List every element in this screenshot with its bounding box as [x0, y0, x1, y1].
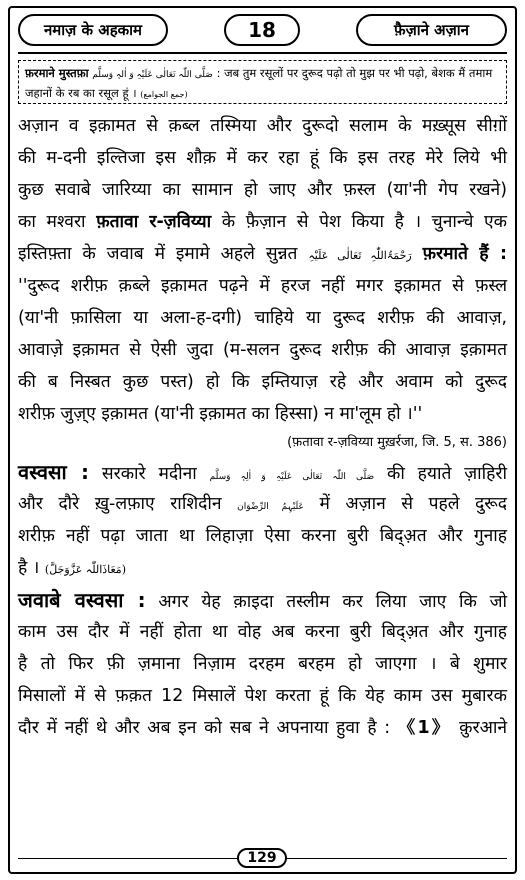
jawab-line: काम उस दौर में नहीं होता था वोह अब करना बुरी बिद्अ़त और गुनाह	[18, 622, 507, 642]
page-footer	[18, 848, 507, 868]
fatawa-title: फ़तावा र-ज़विय्या	[96, 212, 212, 232]
waswasa-heading: वस्वसा :	[18, 460, 89, 484]
salawat-text: صَلَّی اللّٰہ تَعَالٰی عَلَیْہِ وَ اٰلِہٖ وَسلَّم	[209, 472, 375, 482]
text-span: है ।	[18, 558, 40, 578]
text-line: की म-दनी इल्तिजा इस शौक़ में कर रहा हूं कि इस तरह मेरे लिये भी	[18, 148, 507, 168]
chapter-title: फ़ैज़ाने अज़ान	[356, 14, 507, 46]
text-span: का मश्वरा	[18, 212, 86, 232]
text-line: कुछ सवाबे जारिय्या का सामान हो जाए और फ़स्ल (या'नी गेप रखने)	[18, 180, 507, 200]
fatwa-line: की ब निस्बत कुछ पस्त) हो कि इम्तियाज़ रहे और अवाम को दुरूद	[18, 372, 507, 392]
text-line: अज़ान व इक़ामत से क़ब्ल तस्मिया और दुरूदो सलाम के मख़्सूस सीग़ों	[18, 116, 507, 136]
page-header	[18, 14, 507, 50]
hadith-box	[18, 60, 507, 104]
chapter-page-number: 18	[224, 14, 300, 46]
text-span: सरकारे मदीना	[101, 464, 197, 484]
maazallah-text: (مَعَاذَاللّٰہ عَزَّوَجَلَّ)	[44, 563, 126, 576]
waswasa-line	[18, 488, 507, 520]
book-title: नमाज़ के अहकाम	[18, 14, 168, 46]
rahmatullah-text: رَحْمَۃُاللّٰہِ تَعَالٰی عَلَیْہِ	[308, 249, 412, 262]
text-span: में अज़ान से पहले दुरूद	[319, 494, 508, 514]
text-line	[18, 238, 507, 270]
fatwa-line: ''दुरूद शरीफ़ क़ब्ले इक़ामत पढ़ने में हरज नहीं मगर इक़ामत से फ़स्ल	[18, 276, 507, 296]
hadith-source: (جمع الجوامع)	[140, 90, 188, 99]
fatwa-reference: (फ़तावा र-ज़विय्या मुख़र्रजा, जि. 5, स. 386)	[287, 435, 507, 450]
fatwa-line: आवाज़े इक़ामत से ऐसी जुदा (म-सलन दुरूद शरीफ़ की आवाज़ इक़ामत	[18, 340, 507, 360]
hadith-line-1	[25, 64, 500, 84]
fatwa-line: (या'नी फ़ासिला या अला-ह-दगी) चाहिये या दुरूद शरीफ़ की आवाज़,	[18, 308, 507, 328]
body-text	[18, 110, 507, 744]
page-number: 129	[237, 848, 287, 868]
text-span: इस्तिफ़्ता के जवाब में इमामे अहले सुन्नत	[18, 244, 298, 264]
salawat-text: صَلَّی اللّٰہ تَعَالٰی عَلَیْہِ وَ اٰلہٖ وَسلَّم	[92, 70, 213, 80]
hadith-text-2: जहानों के रब का रसूल हूं ।	[25, 86, 137, 100]
text-span: अगर येह क़ाइदा तस्लीम कर लिया जाए कि जो	[158, 592, 507, 612]
list-number: 《1》	[397, 718, 452, 738]
ridwan-text: عَلَیْہِمُ الرِّضْوَان	[237, 502, 304, 512]
waswasa-line	[18, 456, 507, 488]
text-span: की हयाते ज़ाहिरी	[386, 464, 508, 484]
text-span: दौर में नहीं थे और अब इन को सब ने अपनाया हुवा है :	[18, 718, 391, 738]
text-span: के फ़ैज़ान से पेश किया है । चुनान्चे एक	[221, 212, 508, 232]
jawab-line: मिसालों में से फ़क़त 12 मिसालें पेश करता हूं कि येह काम उस मुबारक	[18, 686, 507, 706]
jawab-line: है तो फिर फ़ी ज़माना निज़ाम दरहम बरहम हो जाएगा । बे शुमार	[18, 654, 507, 674]
jawab-heading: जवाबे वस्वसा :	[18, 588, 146, 612]
jawab-line	[18, 712, 507, 744]
header-divider	[18, 52, 507, 54]
text-span: फ़रमाते हैं :	[422, 244, 507, 264]
hadith-line-2	[25, 84, 500, 104]
text-line	[18, 206, 507, 238]
hadith-label: फ़रमाने मुस्तफ़ा	[25, 66, 89, 80]
text-span: क़ुरआने	[459, 718, 507, 738]
text-span: और दौरे ख़ु-लफ़ाए राशिदीन	[18, 494, 222, 514]
jawab-line	[18, 584, 507, 616]
waswasa-line: शरीफ़ नहीं पढ़ा जाता था लिहाज़ा ऐसा करना बुरी बिद्अ़त और गुनाह	[18, 526, 507, 546]
hadith-text-1: : जब तुम रसूलों पर दुरूद पढ़ो तो मुझ पर भी पढ़ो, बेशक मैं तमाम	[216, 66, 493, 80]
waswasa-line	[18, 552, 507, 584]
fatwa-line: शरीफ़ जुज़्ए इक़ामत (या'नी इक़ामत का हिस्सा) न मा'लूम हो ।''	[18, 404, 423, 424]
